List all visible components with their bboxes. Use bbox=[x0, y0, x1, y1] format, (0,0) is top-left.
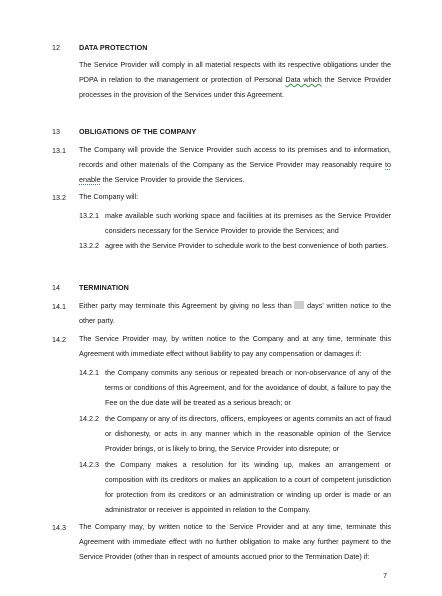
clause-number: 13.1 bbox=[52, 146, 66, 155]
subclause-paragraph: make available such working space and facilities at its premises as the Service Provider considers necessary for the Service Provider to provide the Services; and bbox=[105, 211, 391, 235]
subclause-number: 14.2.1 bbox=[79, 368, 99, 377]
section-heading: DATA PROTECTION bbox=[79, 43, 148, 52]
page-number: 7 bbox=[383, 573, 387, 580]
clause-number: 14.1 bbox=[52, 302, 66, 311]
redacted-blank bbox=[294, 301, 304, 309]
section-heading: OBLIGATIONS OF THE COMPANY bbox=[79, 127, 197, 136]
subclause-number: 14.2.2 bbox=[79, 414, 99, 423]
section-number: 12 bbox=[52, 43, 60, 52]
subclause-paragraph: agree with the Service Provider to schedule work to the best convenience of both parties. bbox=[105, 241, 389, 250]
clause-paragraph: The Service Provider may, by written notice to the Company and at any time, terminate this Agreement with immediate effect without liability to pay any compensation or damages if: bbox=[79, 334, 391, 358]
subclause-number: 13.2.2 bbox=[79, 241, 99, 250]
section-number: 13 bbox=[52, 127, 60, 136]
subclause-paragraph: the Company makes a resolution for its winding up, makes an arrangement or composition with its creditors or makes an application to a court of competent jurisdiction for protection from its creditors or an administration or winding up order is made or an administrator or receiver is appointed in relation to the Company. bbox=[105, 460, 391, 514]
subclause-number: 14.2.3 bbox=[79, 460, 99, 469]
clause-paragraph: The Company will provide the Service Provider such access to its premises and to information, records and other materials of the Company as the Service Provider may reasonably require to enable the Service Provider to provide the Services. bbox=[79, 145, 391, 184]
section-number: 14 bbox=[52, 283, 60, 292]
grammar-flag: Data which bbox=[285, 75, 322, 84]
clause-number: 14.3 bbox=[52, 523, 66, 532]
clause-paragraph: The Company may, by written notice to the Service Provider and at any time, terminate this Agreement with immediate effect with no further obligation to make any further payment to the Service Provider (other than in respect of amounts accrued prior to the Termination Date) if: bbox=[79, 522, 391, 561]
subclause-paragraph: the Company commits any serious or repeated breach or non-observance of any of the terms or conditions of this Agreement, and for the avoidance of doubt, a failure to pay the Fee on the due date will be treated as a serious breach; or bbox=[105, 368, 391, 407]
subclause-number: 13.2.1 bbox=[79, 211, 99, 220]
clause-number: 14.2 bbox=[52, 335, 66, 344]
grammar-flag: to enable bbox=[79, 160, 391, 184]
clause-number: 13.2 bbox=[52, 193, 66, 202]
subclause-paragraph: the Company or any of its directors, officers, employees or agents commits an act of fraud or dishonesty, or acts in any manner which in the reasonable opinion of the Service Provider brings, or is likely to bring, the Service Provider into disrepute; or bbox=[105, 414, 391, 453]
clause-paragraph: Either party may terminate this Agreement by giving no less than days' written notice to the other party. bbox=[79, 301, 392, 325]
section-paragraph: The Service Provider will comply in all material respects with its respective obligations under the PDPA in relation to the management or protection of Personal Data which the Service Provider processes in the provision of the Services under this Agreement. bbox=[79, 60, 391, 99]
section-heading: TERMINATION bbox=[79, 283, 129, 292]
clause-paragraph: The Company will: bbox=[79, 192, 139, 201]
